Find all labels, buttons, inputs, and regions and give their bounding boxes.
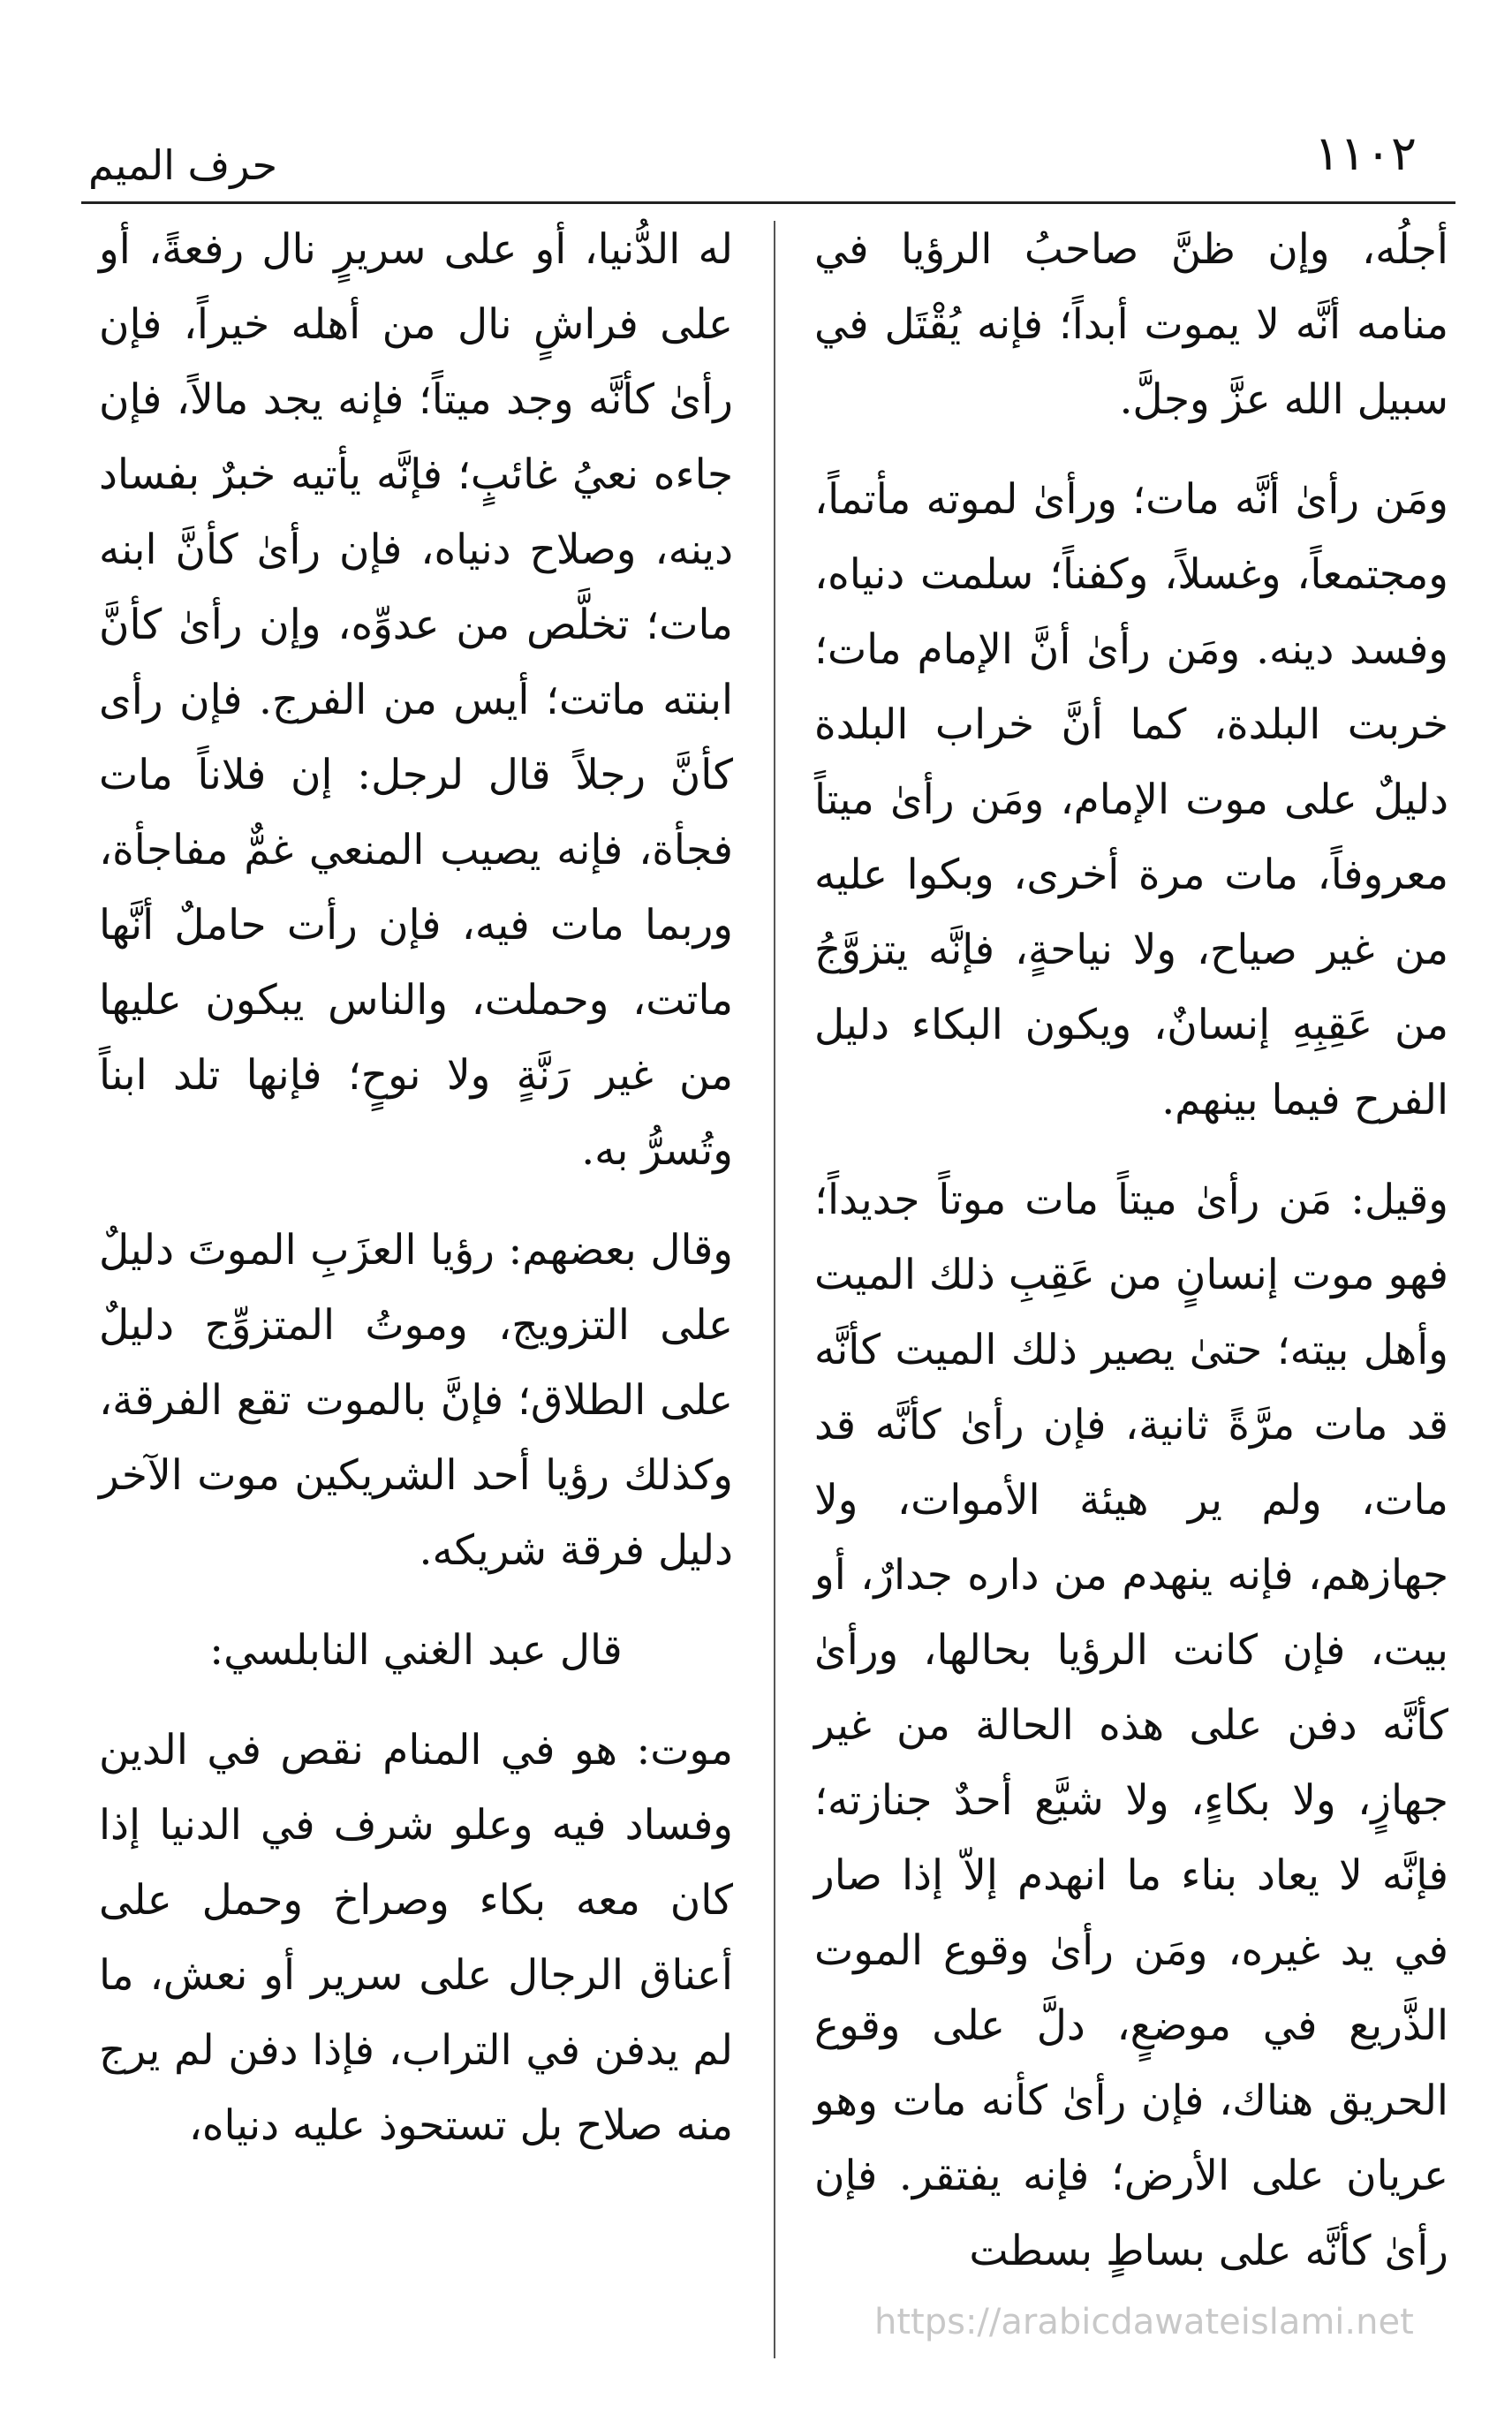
right-column <box>814 212 1448 2313</box>
paragraph: وقيل: مَن رأىٰ ميتاً مات موتاً جديداً؛ فهو موت إنسانٍ من عَقِبِ ذلك الميت وأهل بيته؛ حتىٰ يصير ذلك الميت كأنَّه قد مات مرَّةً ثانية، فإن رأىٰ كأنَّه قد مات، ولم ير هيئة الأموات، ولا جهازهم، فإنه ينهدم من داره جدارٌ، أو بيت، فإن كانت الرؤيا بحالها، ورأىٰ كأنَّه دفن على هذه الحالة من غير جهازٍ، ولا بكاءٍ، ولا شيَّع أحدٌ جنازته؛ فإنَّه لا يعاد بناء ما انهدم إلاّ إذا صار في يد غيره، ومَن رأىٰ وقوع الموت الذَّريع في موضعٍ، دلَّ على وقوع الحريق هناك، فإن رأىٰ كأنه مات وهو عريان على الأرض؛ فإنه يفتقر. فإن رأىٰ كأنَّه على بساطٍ بسطت <box>814 1176 1448 2275</box>
page-number: ١١٠٢ <box>1314 125 1418 181</box>
paragraph: ومَن رأىٰ أنَّه مات؛ ورأىٰ لموته مأتماً، ومجتمعاً، وغسلاً، وكفناً؛ سلمت دنياه، وفسد دينه. ومَن رأىٰ أنَّ الإمام مات؛ خربت البلدة، كما أنَّ خراب البلدة دليلٌ على موت الإمام، ومَن رأىٰ ميتاً معروفاً، مات مرة أخرى، وبكوا عليه من غير صياح، ولا نياحةٍ، فإنَّه يتزوَّجُ من عَقِبِهِ إنسانٌ، ويكون البكاء دليل الفرح فيما بينهم. <box>814 475 1448 1124</box>
header-rule <box>81 201 1455 204</box>
running-title: حرف الميم <box>88 141 278 189</box>
section-heading: قال عبد الغني النابلسي: <box>209 1626 623 1675</box>
column-divider <box>774 221 775 2358</box>
paragraph: وقال بعضهم: رؤيا العزَبِ الموتَ دليلٌ على التزويج، وموتُ المتزوِّج دليلٌ على الطلاق؛ فإنَّ بالموت تقع الفرقة، وكذلك رؤيا أحد الشريكين موت الآخر دليل فرقة شريكه. <box>99 1226 733 1575</box>
paragraph: أجلُه، وإن ظنَّ صاحبُ الرؤيا في منامه أنَّه لا يموت أبداً؛ فإنه يُقْتَل في سبيل الله عزَّ وجلَّ. <box>814 225 1448 424</box>
watermark-url: https://arabicdawateislami.net <box>874 2302 1414 2342</box>
left-column <box>99 212 733 2188</box>
paragraph: له الدُّنيا، أو على سريرٍ نال رفعةً، أو على فراشٍ نال من أهله خيراً، فإن رأىٰ كأنَّه وجد ميتاً؛ فإنه يجد مالاً، فإن جاءه نعيُ غائبٍ؛ فإنَّه يأتيه خبرٌ بفساد دينه، وصلاح دنياه، فإن رأىٰ كأنَّ ابنه مات؛ تخلَّص من عدوِّه، وإن رأىٰ كأنَّ ابنته ماتت؛ أيس من الفرج. فإن رأى كأنَّ رجلاً قال لرجل: إن فلاناً مات فجأة، فإنه يصيب المنعي غمٌّ مفاجأة، وربما مات فيه، فإن رأت حاملٌ أنَّها ماتت، وحملت، والناس يبكون عليها من غير رَنَّةٍ ولا نوحٍ؛ فإنها تلد ابناً وتُسرُّ به. <box>99 225 733 1175</box>
paragraph: موت: هو في المنام نقص في الدين وفساد فيه وعلو شرف في الدنيا إذا كان معه بكاء وصراخ وحمل على أعناق الرجال على سرير أو نعش، ما لم يدفن في التراب، فإذا دفن لم يرج منه صلاح بل تستحوذ عليه دنياه، <box>99 1726 733 2150</box>
